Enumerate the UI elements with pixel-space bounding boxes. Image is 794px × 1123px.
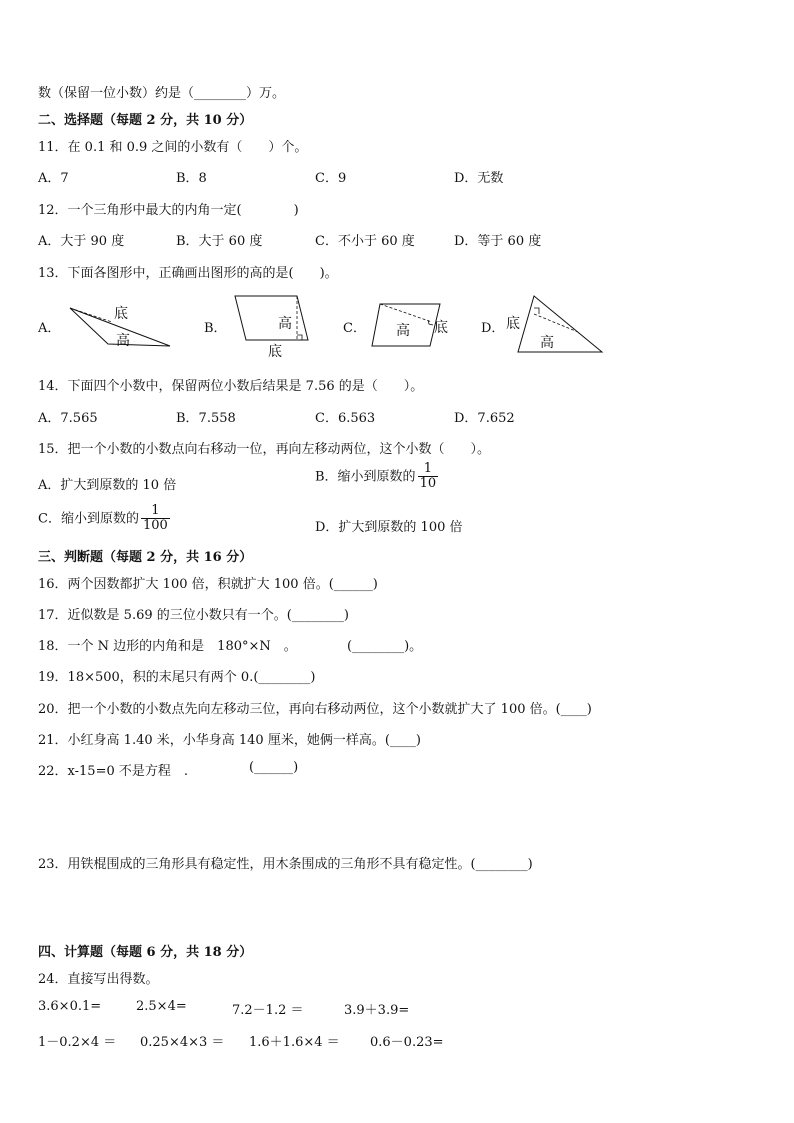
q15-option-a[interactable]: A．扩大到原数的 10 倍 [38, 478, 177, 493]
q11-option-b[interactable]: B．8 [176, 171, 207, 186]
q13-a-height-label: 高 [116, 333, 130, 349]
calc-item-2: 2.5×4= [136, 999, 187, 1014]
calc-item-5: 1－0.2×4 ＝ [38, 1035, 117, 1050]
question-15-stem: 15．把一个小数的小数点向右移动一位，再向左移动两位，这个小数（ ）。 [38, 442, 491, 457]
question-11-stem: 11．在 0.1 和 0.9 之间的小数有（ ）个。 [38, 140, 308, 155]
q11-option-c[interactable]: C．9 [315, 171, 347, 186]
calc-item-3: 7.2－1.2 ＝ [232, 1003, 304, 1018]
q14-option-c[interactable]: C．6.563 [315, 411, 376, 426]
q14-option-a[interactable]: A．7.565 [38, 411, 98, 426]
q15-option-b-numerator: 1 [418, 462, 439, 477]
q13-b-base-label: 底 [268, 344, 282, 360]
q15-option-b-label: B．缩小到原数的 [315, 469, 416, 485]
question-24-stem: 24．直接写出得数。 [38, 972, 159, 987]
question-22-blank: (______) [249, 760, 299, 775]
q14-option-b[interactable]: B．7.558 [176, 411, 236, 426]
calc-item-1: 3.6×0.1= [38, 999, 102, 1014]
q15-option-c-fraction [141, 504, 170, 534]
question-18: 18．一个 N 边形的内角和是 180°×N 。 [38, 639, 297, 654]
q15-option-c-denominator: 100 [142, 518, 168, 534]
question-22: 22．x-15=0 不是方程 . [38, 764, 189, 779]
q13-d-height-label: 高 [540, 335, 554, 351]
q13-a-base-label: 底 [114, 306, 128, 322]
question-13-stem: 13．下面各图形中，正确画出图形的高的是( )。 [38, 266, 338, 281]
q11-option-d[interactable]: D．无数 [454, 171, 504, 186]
q12-option-c[interactable]: C．不小于 60 度 [315, 234, 415, 249]
q13-c-height-label: 高 [396, 323, 410, 339]
question-21: 21．小红身高 1.40 米，小华身高 140 厘米，她俩一样高。(____) [38, 733, 421, 748]
section-header-calculation: 四、计算题（每题 6 分，共 18 分） [38, 945, 253, 960]
calc-item-7: 1.6＋1.6×4 ＝ [249, 1035, 340, 1050]
q13-option-d[interactable]: D． [481, 321, 505, 336]
question-18-blank: (________)。 [347, 639, 423, 654]
q13-option-c[interactable]: C． [343, 321, 366, 336]
calc-item-8: 0.6－0.23= [370, 1035, 444, 1050]
section-header-judgement: 三、判断题（每题 2 分，共 16 分） [38, 550, 253, 565]
q13-figure-d [506, 292, 608, 356]
q13-figure-b [232, 294, 312, 360]
question-20: 20．把一个小数的小数点先向左移动三位，再向右移动两位，这个小数就扩大了 100 倍。(____) [38, 702, 592, 717]
question-23: 23．用铁棍围成的三角形具有稳定性，用木条围成的三角形不具有稳定性。(________) [38, 857, 533, 872]
q13-figure-c [368, 300, 458, 350]
q15-option-b-denominator: 10 [419, 476, 437, 492]
q14-option-d[interactable]: D．7.652 [454, 411, 515, 426]
q13-c-base-label: 底 [434, 320, 448, 336]
q12-option-d[interactable]: D．等于 60 度 [454, 234, 542, 249]
q12-option-b[interactable]: B．大于 60 度 [176, 234, 263, 249]
question-14-stem: 14．下面四个小数中，保留两位小数后结果是 7.56 的是（ ）。 [38, 379, 424, 394]
q15-option-b-fraction [418, 462, 439, 492]
question-12-stem: 12．一个三角形中最大的内角一定( ) [38, 203, 299, 218]
section-header-choice: 二、选择题（每题 2 分，共 10 分） [38, 113, 253, 128]
q15-option-c-label: C．缩小到原数的 [38, 511, 139, 527]
question-16: 16．两个因数都扩大 100 倍，积就扩大 100 倍。(______) [38, 577, 378, 592]
q13-b-height-label: 高 [278, 316, 292, 332]
continued-question-line: 数（保留一位小数）约是（________）万。 [38, 86, 286, 101]
q15-option-c[interactable] [38, 504, 170, 534]
q13-option-a[interactable]: A． [38, 321, 61, 336]
q13-d-base-label: 底 [506, 316, 520, 332]
question-19: 19．18×500，积的末尾只有两个 0.(________) [38, 670, 316, 685]
question-17: 17．近似数是 5.69 的三位小数只有一个。(________) [38, 608, 349, 623]
q15-option-c-numerator: 1 [141, 504, 170, 519]
q13-figure-a [64, 298, 176, 352]
q11-option-a[interactable]: A．7 [38, 171, 69, 186]
q15-option-b[interactable] [315, 462, 438, 492]
calc-item-6: 0.25×4×3 ＝ [140, 1035, 225, 1050]
calc-item-4: 3.9＋3.9= [344, 1003, 410, 1018]
q12-option-a[interactable]: A．大于 90 度 [38, 234, 125, 249]
q15-option-d[interactable]: D．扩大到原数的 100 倍 [315, 520, 463, 535]
q13-option-b[interactable]: B． [204, 321, 227, 336]
